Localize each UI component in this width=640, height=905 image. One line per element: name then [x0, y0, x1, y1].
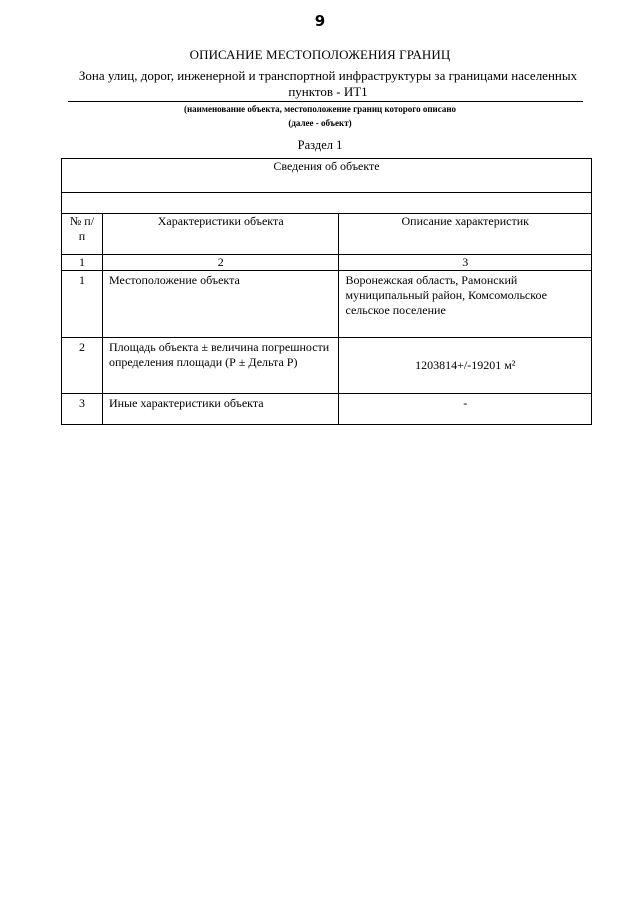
column-header-characteristics: Характеристики объекта — [102, 214, 339, 255]
page-number: 9 — [314, 12, 326, 30]
row-num: 1 — [62, 271, 103, 338]
object-name-caption-line2: (далее - объект) — [288, 118, 352, 128]
object-info-table — [61, 158, 592, 425]
column-number-1: 1 — [62, 255, 103, 271]
table-row — [62, 338, 592, 394]
document-title: ОПИСАНИЕ МЕСТОПОЛОЖЕНИЯ ГРАНИЦ — [189, 47, 451, 62]
column-header-description: Описание характеристик — [339, 214, 592, 255]
table-row — [62, 394, 592, 425]
column-number-3: 3 — [339, 255, 592, 271]
row-characteristic: Площадь объекта ± величина погрешности определения площади (Р ± Дельта Р) — [102, 338, 339, 394]
table-blank-row — [62, 193, 592, 214]
column-header-num: № п/п — [62, 214, 103, 255]
row-characteristic: Иные характеристики объекта — [102, 394, 339, 425]
row-description: 1203814+/-19201 м² — [339, 338, 592, 394]
section-title: Раздел 1 — [297, 138, 343, 152]
row-description: - — [339, 394, 592, 425]
row-description: Воронежская область, Рамонский муниципальный район, Комсомольское сельское поселение — [339, 271, 592, 338]
row-characteristic: Местоположение объекта — [102, 271, 339, 338]
table-title: Сведения об объекте — [62, 159, 592, 193]
object-name-caption-line1: (наименование объекта, местоположение границ которого описано — [183, 104, 457, 114]
object-name-underline — [68, 101, 583, 102]
row-num: 2 — [62, 338, 103, 394]
table-row — [62, 271, 592, 338]
column-number-2: 2 — [102, 255, 339, 271]
row-num: 3 — [62, 394, 103, 425]
object-name: Зона улиц, дорог, инженерной и транспортной инфраструктуры за границами населенных пунктов - ИТ1 — [78, 68, 578, 99]
